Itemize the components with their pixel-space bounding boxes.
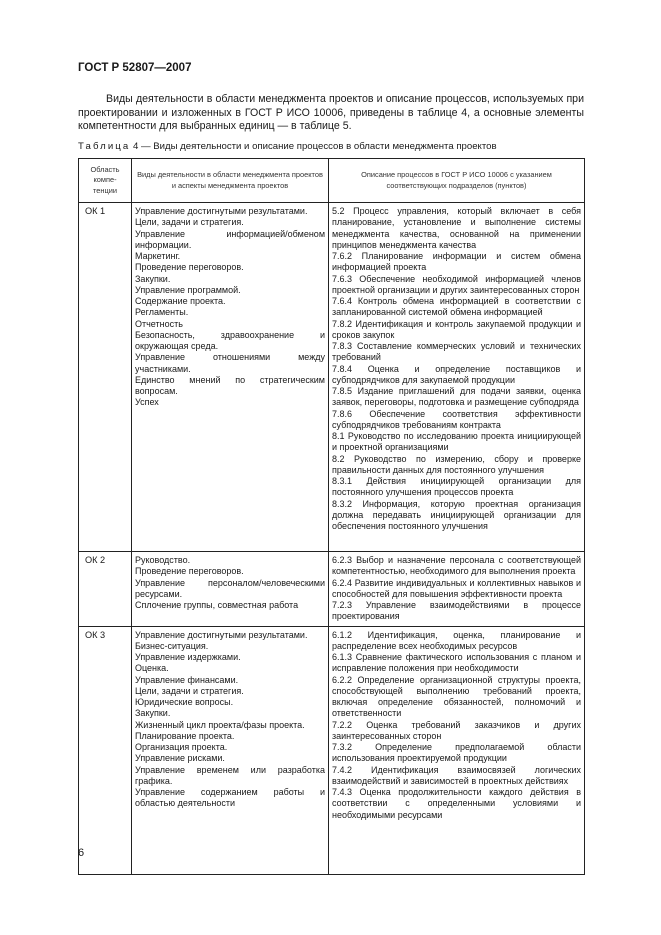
activity-item: Единство мнений по стратегическим вопросам. xyxy=(135,374,325,396)
process-item: 7.8.5 Издание приглашений для подачи заявки, оценка заявок, переговоры, подготовка и размещение субподряда xyxy=(332,386,581,408)
process-item: 6.1.3 Сравнение фактического использования с планом и исправление положения при необходимости xyxy=(332,652,581,674)
process-item: 8.3.2 Информация, которую проектная организация должна передавать инициирующей организации для обеспечения постоянного улучшения xyxy=(332,498,581,531)
activity-item: Закупки. xyxy=(135,708,171,719)
activities-cell xyxy=(132,203,329,552)
activity-item: Проведение переговоров. xyxy=(135,262,244,273)
competence-code: ОК 2 xyxy=(79,552,132,627)
process-item: 7.4.2 Идентификация взаимосвязей логических взаимодействий и зависимостей в проектных действиях xyxy=(332,764,581,786)
process-item: 7.2.3 Управление взаимодействиями в процессе проектирования xyxy=(332,600,581,622)
process-item: 7.6.3 Обеспечение необходимой информацией членов проектной организации и других заинтересованных сторон xyxy=(332,273,581,295)
process-item: 7.8.2 Идентификация и контроль закупаемой продукции и сроков закупок xyxy=(332,318,581,340)
activity-item: Руководство. xyxy=(135,555,191,565)
activities-cell xyxy=(132,626,329,874)
process-item: 6.2.2 Определение организационной структуры проекта, способствующей выполнению требований проекта, включая определение обязанностей, полномочий и ответственности xyxy=(332,674,581,719)
process-item: 7.8.4 Оценка и определение поставщиков и субподрядчиков для закупаемой продукции xyxy=(332,363,581,385)
activity-item: Управление программой. xyxy=(135,284,241,295)
activity-item: Управление издержками. xyxy=(135,652,241,662)
activities-table xyxy=(78,158,585,875)
process-item: 5.2 Процесс управления, который включает в себя планирование, установление и выполнение системы менеджмента качества, основанной на применении принципов менеджмента качества xyxy=(332,206,581,250)
activities-cell xyxy=(132,552,329,627)
activity-item: Управление отношениями между участниками. xyxy=(135,352,325,374)
activity-item: Цели, задачи и стратегия. xyxy=(135,685,244,696)
activity-item: Планирование проекта. xyxy=(135,730,235,741)
activity-item: Управление персоналом/человеческими ресурсами. xyxy=(135,577,325,599)
activity-item: Жизненный цикл проекта/фазы проекта. xyxy=(135,719,305,730)
process-item: 7.3.2 Определение предполагаемой области использования проектируемой продукции xyxy=(332,742,581,764)
process-item: 6.2.3 Выбор и назначение персонала с соответствующей компетентностью, необходимого для выполнения проекта xyxy=(332,555,581,577)
process-item: 7.4.3 Оценка продолжительности каждого действия в соответствии с определенными условиями и необходимыми ресурсами xyxy=(332,787,581,820)
intro-paragraph: Виды деятельности в области менеджмента проектов и описание процессов, используемых при проектировании и изложенных в ГОСТ Р ИСО 10006, приведены в таблице 4, а основные элементы компетентности для выбранных единиц — в таблице 5. xyxy=(78,93,584,133)
table-row xyxy=(79,626,585,874)
activity-item: Сплочение группы, совместная работа xyxy=(135,600,299,610)
activity-item: Оценка. xyxy=(135,663,169,674)
activity-item: Юридические вопросы. xyxy=(135,697,234,707)
activity-item: Успех xyxy=(135,397,159,408)
activity-item: Цели, задачи и стратегия. xyxy=(135,217,244,228)
table-row xyxy=(79,552,585,627)
processes-cell xyxy=(329,552,585,627)
competence-code: ОК 3 xyxy=(79,626,132,874)
page-number: 6 xyxy=(78,847,85,859)
activity-item: Отчетность xyxy=(135,318,183,329)
process-item: 7.8.6 Обеспечение соответствия эффективности субподрядчиков требованиям контракта xyxy=(332,408,581,430)
activity-item: Управление рисками. xyxy=(135,753,225,764)
table-row xyxy=(79,203,585,552)
process-item: 8.1 Руководство по исследованию проекта инициирующей и проектной организациями xyxy=(332,431,581,453)
activity-item: Содержание проекта. xyxy=(135,296,226,306)
process-item: 7.8.3 Составление коммерческих условий и технических требований xyxy=(332,341,581,363)
header-process-description: Описание процессов в ГОСТ Р ИСО 10006 с указанием соответствующих подразделов (пунктов) xyxy=(329,159,585,203)
activity-item: Маркетинг. xyxy=(135,251,181,261)
activity-item: Проведение переговоров. xyxy=(135,566,244,577)
table-header-row xyxy=(79,159,585,203)
activity-item: Управление информацией/обменом информации. xyxy=(135,228,325,250)
activity-item: Закупки. xyxy=(135,273,171,284)
activity-item: Бизнес-ситуация. xyxy=(135,640,209,651)
process-item: 7.6.4 Контроль обмена информацией в соответствии с запланированной системой обмена информацией xyxy=(332,296,581,318)
table-caption-label: Таблица xyxy=(78,141,131,152)
processes-cell xyxy=(329,626,585,874)
process-item: 7.6.2 Планирование информации и систем обмена информацией проекта xyxy=(332,251,581,273)
process-item: 6.1.2 Идентификация, оценка, планирование и распределение всех необходимых ресурсов xyxy=(332,629,581,651)
activity-item: Управление содержанием работы и областью деятельности xyxy=(135,787,325,809)
competence-code: ОК 1 xyxy=(79,203,132,552)
process-item: 8.3.1 Действия инициирующей организации для постоянного улучшения процессов проекта xyxy=(332,476,581,498)
table-caption-text: 4 — Виды деятельности и описание процессов в области менеджмента проектов xyxy=(133,141,497,152)
activity-item: Регламенты. xyxy=(135,307,189,318)
header-competence-area: Область компе-тенции xyxy=(79,159,132,203)
activity-item: Управление временем или разработка графика. xyxy=(135,764,325,786)
activity-item: Безопасность, здравоохранение и окружающая среда. xyxy=(135,329,325,351)
activity-item: Организация проекта. xyxy=(135,742,228,752)
processes-cell xyxy=(329,203,585,552)
header-activities: Виды деятельности в области менеджмента проектов и аспекты менеджмента проектов xyxy=(132,159,329,203)
activity-item: Управление финансами. xyxy=(135,674,239,685)
process-item: 6.2.4 Развитие индивидуальных и коллективных навыков и способностей для повышения эффективности проекта xyxy=(332,577,581,599)
document-code: ГОСТ Р 52807—2007 xyxy=(78,62,192,74)
activity-item: Управление достигнутыми результатами. xyxy=(135,629,308,640)
process-item: 8.2 Руководство по измерению, сбору и проверке правильности данных для постоянного улучшения xyxy=(332,453,581,475)
table-caption xyxy=(78,141,598,152)
activity-item: Управление достигнутыми результатами. xyxy=(135,206,308,216)
process-item: 7.2.2 Оценка требований заказчиков и других заинтересованных сторон xyxy=(332,719,581,741)
